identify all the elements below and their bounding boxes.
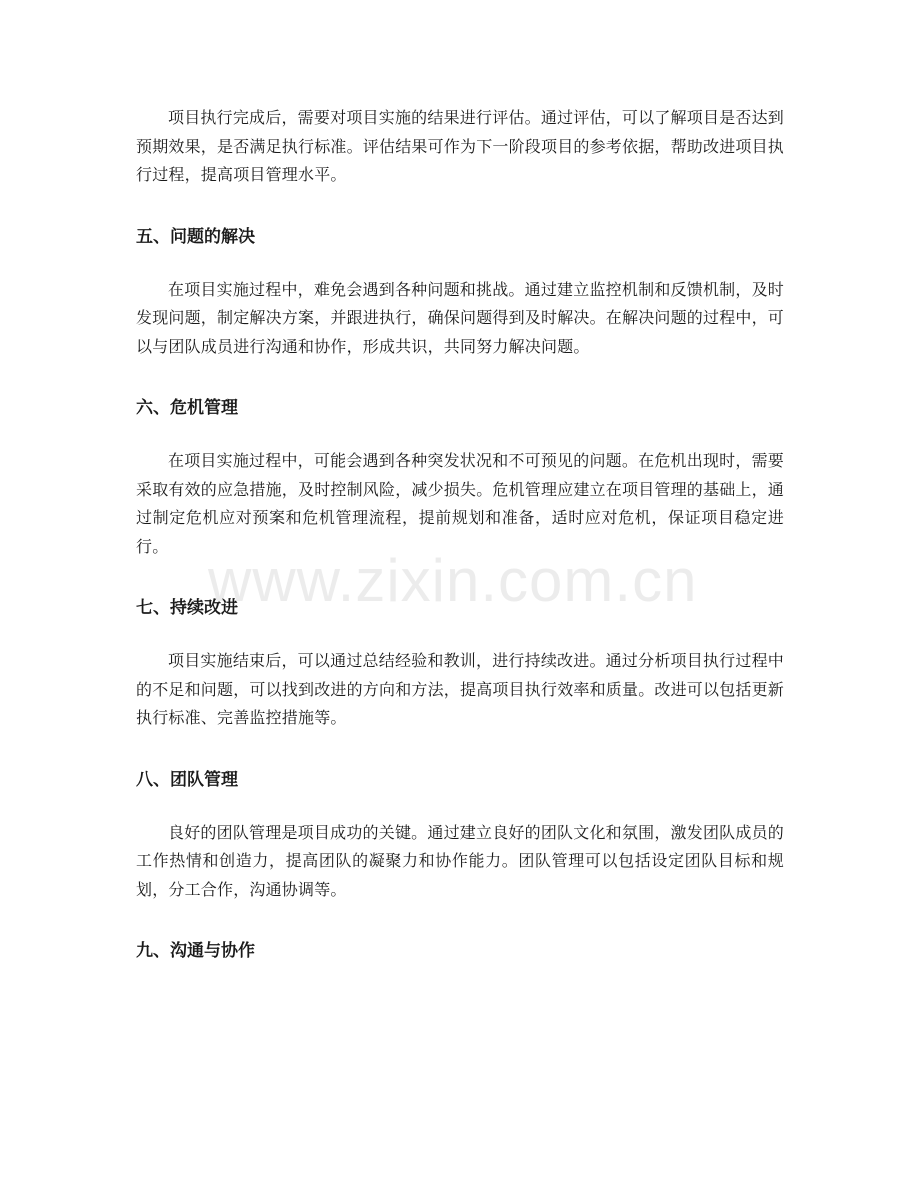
paragraph-team-management: 良好的团队管理是项目成功的关键。通过建立良好的团队文化和氛围，激发团队成员的工作热情和创造力，提高团队的凝聚力和协作能力。团队管理可以包括设定团队目标和规划，分工合作，沟通协调等。 [136, 822, 784, 899]
paragraph-continuous-improvement: 项目实施结束后，可以通过总结经验和教训，进行持续改进。通过分析项目执行过程中的不足和问题，可以找到改进的方向和方法，提高项目执行效率和质量。改进可以包括更新执行标准、完善监控措施等。 [136, 651, 785, 727]
heading-communication: 九、沟通与协作 [136, 941, 255, 961]
paragraph-crisis-management: 在项目实施过程中，可能会遇到各种突发状况和不可预见的问题。在危机出现时，需要采取有效的应急措施，及时控制风险，减少损失。危机管理应建立在项目管理的基础上，通过制定危机应对预案和危机管理流程，提前规划和准备，适时应对危机，保证项目稳定进行。 [136, 451, 785, 556]
heading-crisis-management: 六、危机管理 [136, 398, 238, 418]
heading-team-management: 八、团队管理 [136, 769, 238, 790]
paragraph-problem-solving: 在项目实施过程中，难免会遇到各种问题和挑战。通过建立监控机制和反馈机制，及时发现问题，制定解决方案，并跟进执行，确保问题得到及时解决。在解决问题的过程中，可以与团队成员进行沟通和协作，形成共识，共同努力解决问题。 [136, 279, 785, 356]
watermark: www.zixin.com.cn [208, 547, 698, 614]
heading-continuous-improvement: 七、持续改进 [136, 598, 238, 618]
paragraph-evaluation: 项目执行完成后，需要对项目实施的结果进行评估。通过评估，可以了解项目是否达到预期效果，是否满足执行标准。评估结果可作为下一阶段项目的参考依据，帮助改进项目执行过程，提高项目管理水平。 [136, 108, 785, 184]
document-body [136, 104, 784, 964]
heading-problem-solving: 五、问题的解决 [136, 226, 255, 247]
